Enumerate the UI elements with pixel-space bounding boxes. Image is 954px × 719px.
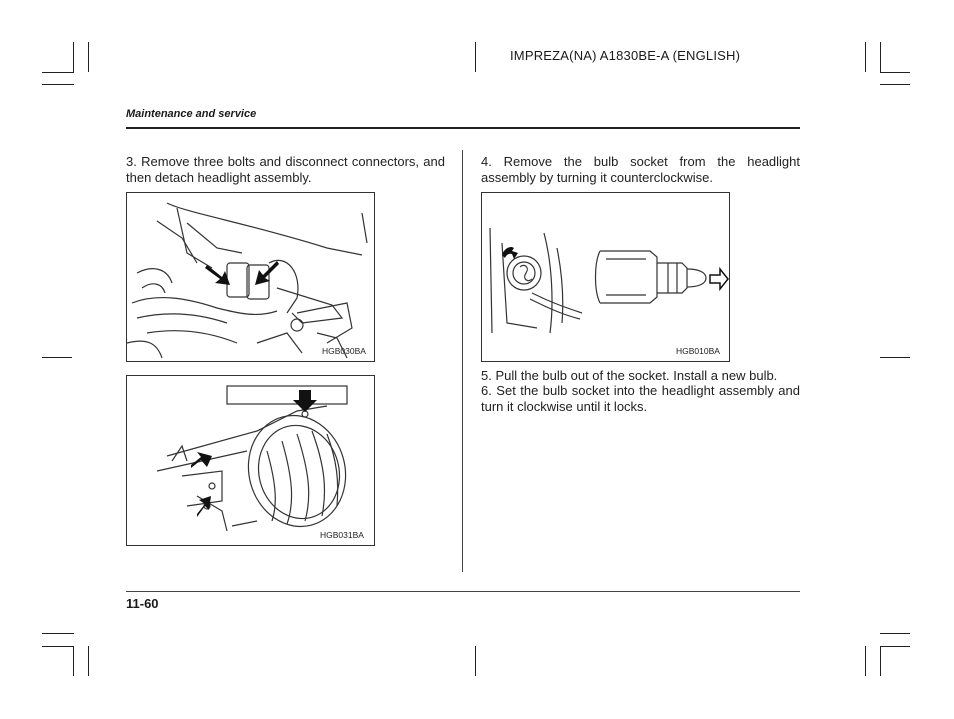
crop-mark bbox=[42, 72, 74, 73]
column-divider bbox=[462, 150, 463, 572]
headlight-bolts-illustration bbox=[127, 376, 376, 547]
crop-mark bbox=[42, 646, 74, 647]
crop-mark bbox=[880, 72, 910, 73]
page-number: 11-60 bbox=[126, 596, 159, 611]
crop-mark bbox=[880, 84, 910, 85]
figure-code: HGB031BA bbox=[320, 530, 364, 540]
crop-mark bbox=[880, 646, 910, 647]
crop-mark bbox=[475, 646, 476, 676]
step-3-text: 3. Remove three bolts and disconnect connectors, and then detach headlight assembly. bbox=[126, 154, 445, 185]
crop-mark bbox=[73, 42, 74, 72]
figure-headlight-connectors bbox=[126, 192, 375, 362]
crop-mark bbox=[880, 633, 910, 634]
crop-mark bbox=[865, 42, 866, 72]
section-divider bbox=[126, 127, 800, 129]
crop-mark bbox=[880, 646, 881, 676]
crop-mark bbox=[42, 357, 72, 358]
crop-mark bbox=[73, 646, 74, 676]
figure-code: HGB010BA bbox=[676, 346, 720, 356]
section-title: Maintenance and service bbox=[126, 108, 257, 120]
crop-mark bbox=[865, 646, 866, 676]
crop-mark bbox=[475, 42, 476, 72]
figure-bulb-socket bbox=[481, 192, 730, 362]
crop-mark bbox=[42, 84, 74, 85]
crop-mark bbox=[88, 42, 89, 72]
crop-mark bbox=[880, 42, 881, 72]
figure-headlight-bolts bbox=[126, 375, 375, 546]
figure-code: HGB030BA bbox=[322, 346, 366, 356]
document-id: IMPREZA(NA) A1830BE-A (ENGLISH) bbox=[510, 48, 741, 63]
crop-mark bbox=[880, 357, 910, 358]
crop-mark bbox=[88, 646, 89, 676]
step-4-text: 4. Remove the bulb socket from the headlight assembly by turning it counterclockwise. bbox=[481, 154, 800, 185]
step-6-text: 6. Set the bulb socket into the headlight assembly and turn it clockwise until it locks. bbox=[481, 383, 800, 414]
footer-divider bbox=[126, 591, 800, 592]
bulb-socket-illustration bbox=[482, 193, 731, 363]
headlight-connectors-illustration bbox=[127, 193, 376, 363]
step-5-text: 5. Pull the bulb out of the socket. Install a new bulb. bbox=[481, 368, 778, 383]
crop-mark bbox=[42, 633, 74, 634]
